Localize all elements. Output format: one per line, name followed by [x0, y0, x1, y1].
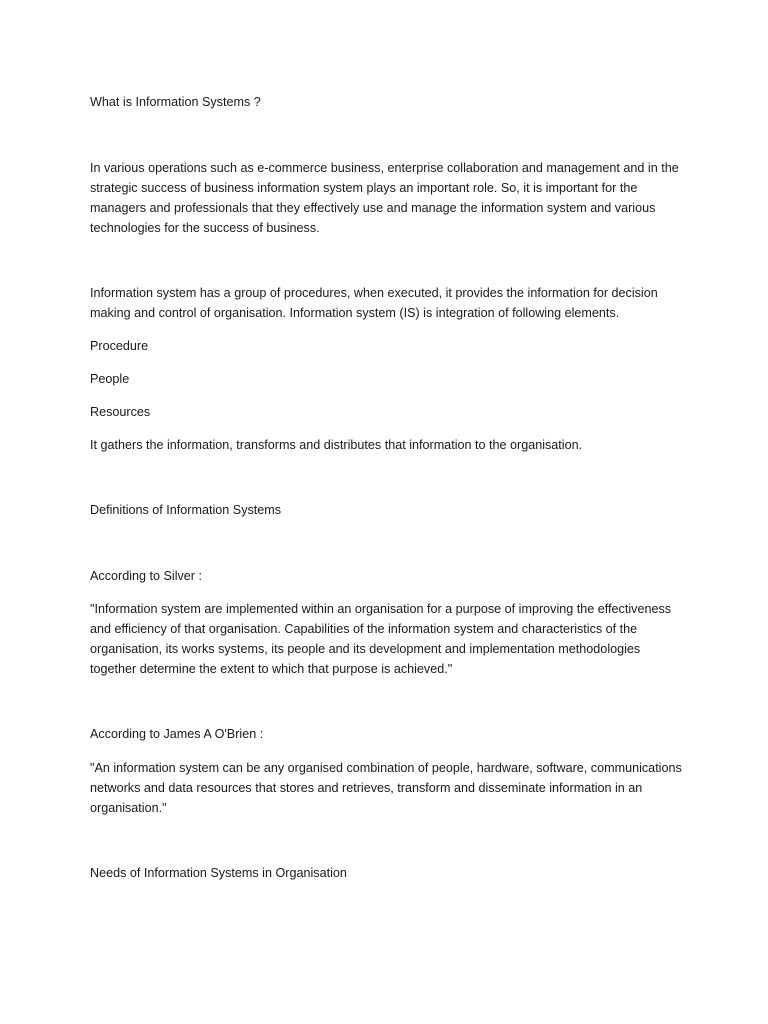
- list-item-procedure: Procedure: [90, 339, 149, 353]
- intro-paragraph: In various operations such as e-commerce business, enterprise collaboration and management and in the strategic success of business information system plays an important role. So, it is important for the managers and professionals that they effectively use and manage the information system and various technologies for the success of business.: [90, 161, 679, 235]
- obrien-label: According to James A O'Brien :: [90, 727, 264, 741]
- list-item-people: People: [90, 372, 130, 386]
- obrien-quote: "An information system can be any organised combination of people, hardware, software, communications networks and data resources that stores and retrieves, transform and disseminate information in an organisation.": [90, 761, 682, 815]
- list-item-resources: Resources: [90, 405, 151, 419]
- definitions-heading: Definitions of Information Systems: [90, 503, 282, 517]
- silver-quote: "Information system are implemented within an organisation for a purpose of improving the effectiveness and efficiency of that organisation. Capabilities of the information system and characteristics of the organisation, its works systems, its people and its development and implementation methodologies together determine the extent to which that purpose is achieved.": [90, 602, 672, 676]
- gathers-paragraph: It gathers the information, transforms and distributes that information to the organisation.: [90, 438, 583, 452]
- needs-heading: Needs of Information Systems in Organisation: [90, 866, 347, 880]
- document-heading: What is Information Systems ?: [90, 95, 261, 109]
- is-description-paragraph: Information system has a group of procedures, when executed, it provides the information for decision making and control of organisation. Information system (IS) is integration of following elements.: [90, 286, 658, 320]
- silver-label: According to Silver :: [90, 569, 202, 583]
